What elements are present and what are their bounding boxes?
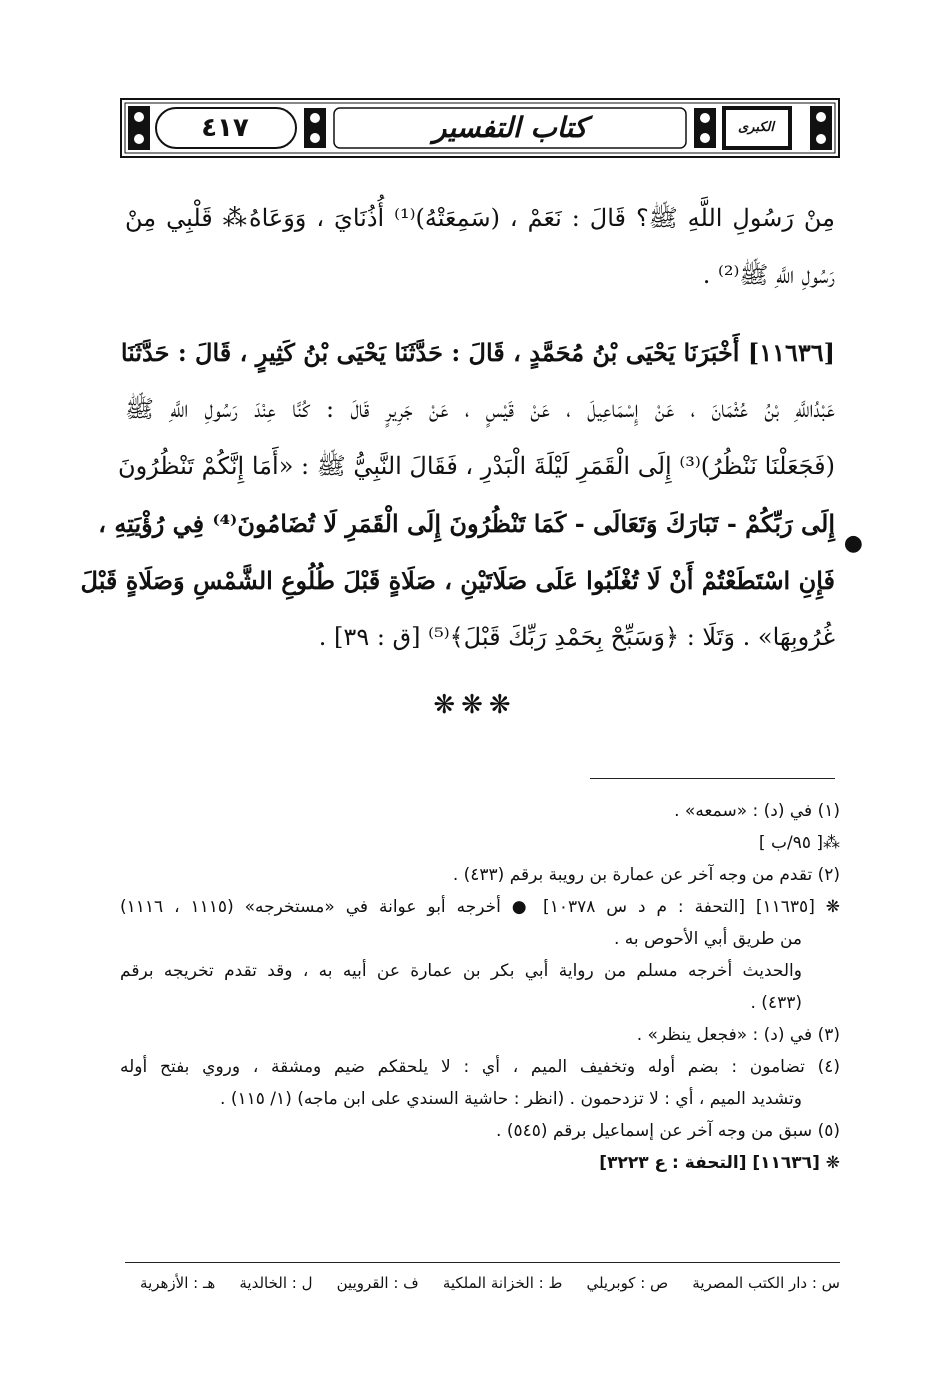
section-separator: ❋❋❋ — [433, 690, 517, 720]
text-line: مِنْ رَسُولِ اللَّهِ ﷺ؟ قَالَ : نَعَمْ ، (سَمِعَتْهُ)⁽¹⁾ أُذُنَايَ ، وَوَعَاهُ⁂ قَلْبِي مِنْ — [125, 204, 835, 232]
manuscript-legend — [140, 1268, 840, 1298]
text-line: رَسُولِ اللَّهِ ﷺ⁽²⁾ . — [702, 261, 835, 289]
footnote-divider — [590, 778, 835, 779]
footnote: (٣) في (د) : «فجعل ينظر» . — [636, 1025, 840, 1045]
footnote: والحديث أخرجه مسلم من رواية أبي بكر بن عمارة عن أبيه به ، وقد تقدم تخريجه برقم — [120, 961, 802, 981]
main-text — [80, 190, 863, 666]
footnotes — [120, 795, 840, 1179]
book-logo: الكبرى — [737, 120, 775, 135]
hadith-line: فَإِنِ اسْتَطَعْتُمْ أَنْ لَا تُغْلَبُوا عَلَى صَلَاتَيْنِ ، صَلَاةٍ قَبْلَ طُلُوعِ الشَّمْسِ وَصَلَاةٍ قَبْلَ — [80, 566, 835, 595]
chapter-title: كتاب التفسير — [432, 111, 588, 144]
paragraph-gap — [125, 304, 835, 324]
legend-item: هـ : الأزهرية — [140, 1274, 216, 1292]
footnote: ❋ [١١٦٣٦] [التحفة : ع ٣٢٢٣] — [599, 1153, 840, 1173]
footnote: وتشديد الميم ، أي : لا تزدحمون . (انظر : حاشية السندي على ابن ماجه) (١/ ١١٥) . — [220, 1089, 802, 1109]
page-header — [120, 98, 840, 158]
legend-item: س : دار الكتب المصرية — [692, 1274, 840, 1292]
footnote: ⁂[ ٩٥/ب ] — [758, 833, 840, 853]
legend-item: ص : كوبريلي — [586, 1274, 669, 1292]
hadith-line: إِلَى رَبِّكُمْ - تَبَارَكَ وَتَعَالَى - كَمَا تَنْظُرُونَ إِلَى الْقَمَرِ لَا تُضَامُونَ⁽⁴⁾ فِي رُؤْيَتِهِ ، — [98, 509, 835, 538]
footnote: (٤) تضامون : بضم أوله وتخفيف الميم ، أي : لا يلحقكم ضيم ومشقة ، وروي بفتح أوله — [120, 1057, 840, 1077]
bullet-icon: ● — [843, 531, 863, 556]
footnote: (٥) سبق من وجه آخر عن إسماعيل برقم (٥٤٥) . — [496, 1121, 840, 1141]
footnote: من طريق أبي الأحوص به . — [613, 929, 802, 949]
hadith-line: غُرُوبِهَا» . وَتَلَا : ﴿وَسَبِّحْ بِحَمْدِ رَبِّكَ قَبْلَ﴾⁽⁵⁾ [ق : ٣٩] . — [318, 623, 835, 651]
hadith-line: (فَجَعَلْنَا نَنْظُرُ)⁽³⁾ إِلَى الْقَمَرِ لَيْلَةَ الْبَدْرِ ، فَقَالَ النَّبِيُّ ﷺ : «أَمَا إِنَّكُمْ تَنْظُرُونَ — [117, 452, 835, 480]
footnote: (٢) تقدم من وجه آخر عن عمارة بن رويبة برقم (٤٣٣) . — [452, 865, 840, 885]
footnote: (١) في (د) : «سمعه» . — [674, 801, 840, 821]
hadith-line: عَبْدُاللَّهِ بْنُ عُثْمَانَ ، عَنْ إِسْمَاعِيلَ ، عَنْ قَيْسٍ ، عَنْ جَرِيرٍ قَالَ : كُنَّا عِنْدَ رَسُولِ اللَّهِ ﷺ — [125, 395, 836, 423]
legend-item: ل : الخالدية — [239, 1274, 313, 1292]
hadith-line: [١١٦٣٦] أَخْبَرَنَا يَحْيَى بْنُ مُحَمَّدٍ ، قَالَ : حَدَّثَنَا يَحْيَى بْنُ كَثِيرٍ ، قَالَ : حَدَّثَنَا — [120, 338, 835, 367]
page-number: ٤١٧ — [201, 113, 249, 143]
legend-item: ط : الخزانة الملكية — [442, 1274, 563, 1292]
legend-divider — [125, 1262, 840, 1263]
legend-item: ف : القرويين — [336, 1274, 419, 1292]
footnote: (٤٣٣) . — [750, 993, 802, 1013]
footnote: ❋ [١١٦٣٥] [التحفة : م د س ١٠٣٧٨] ● أخرجه أبو عوانة في «مستخرجه» (١١١٥ ، ١١١٦) — [120, 897, 840, 917]
